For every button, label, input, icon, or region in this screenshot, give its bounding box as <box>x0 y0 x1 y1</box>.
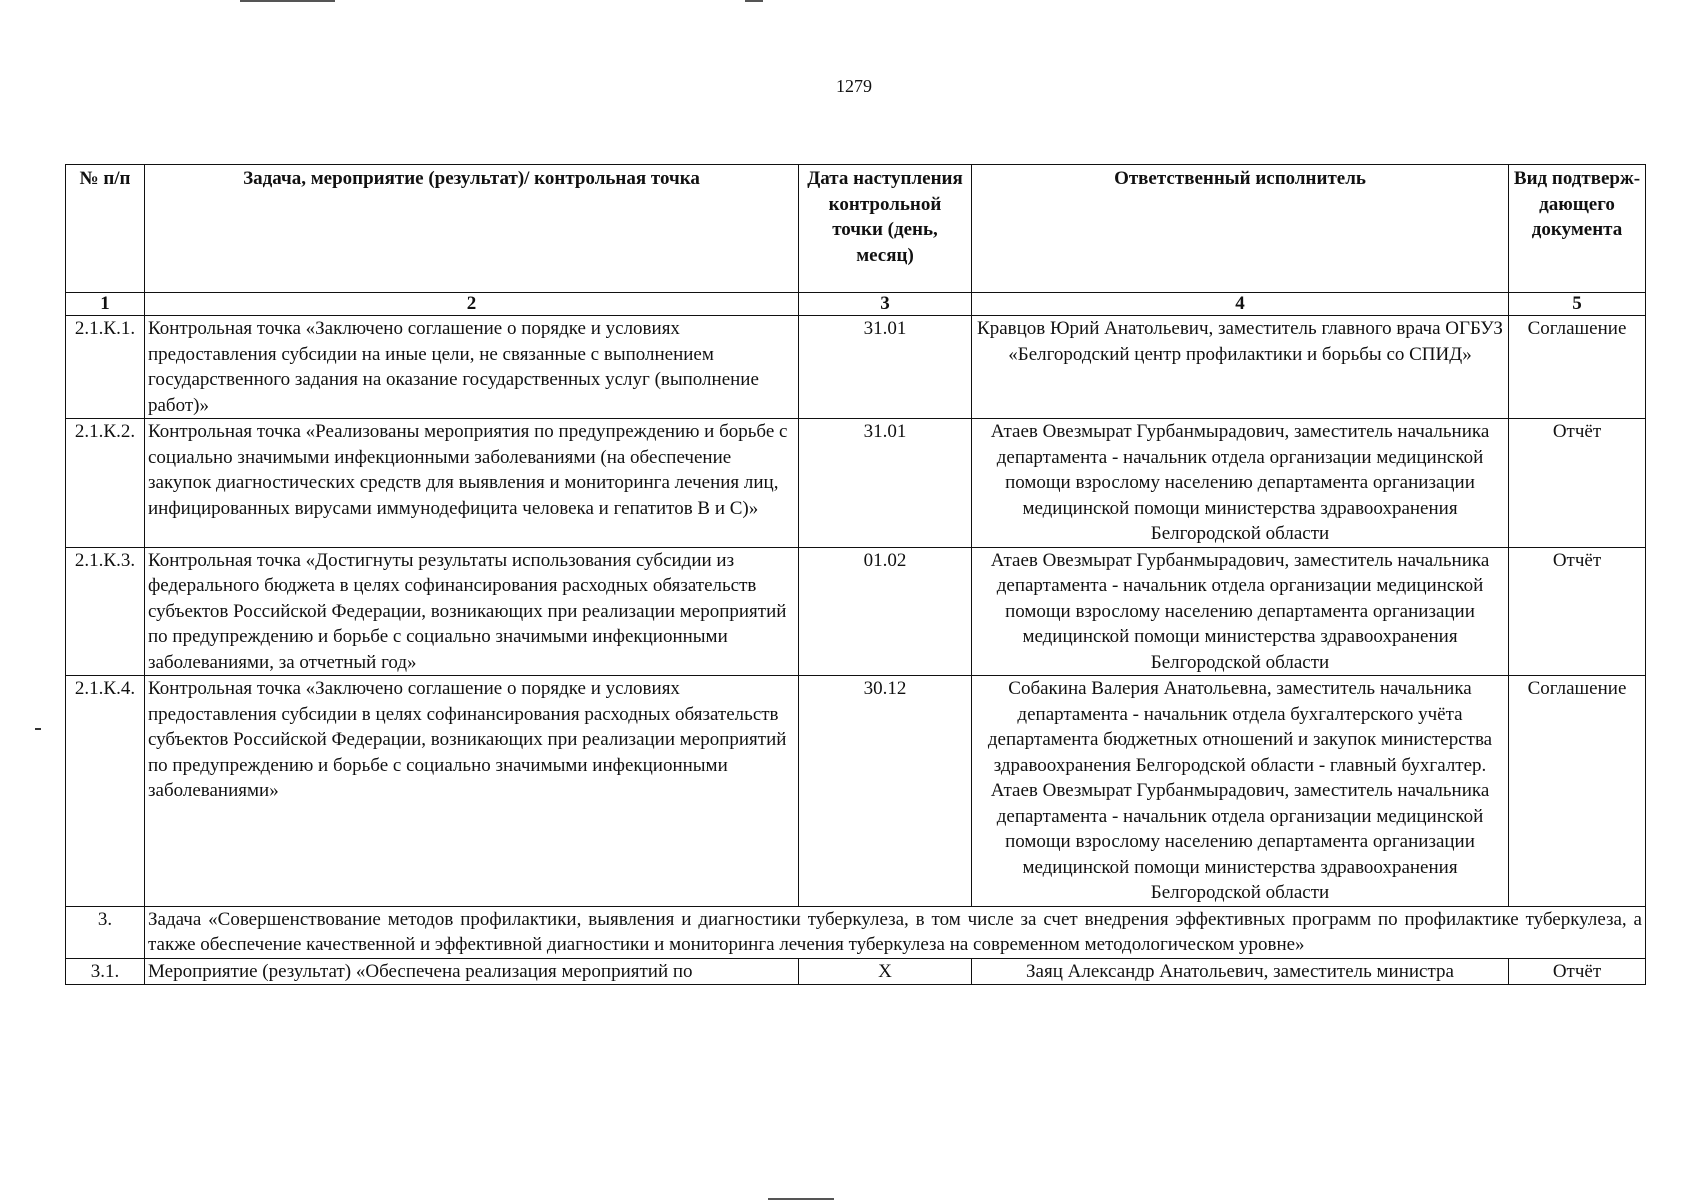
row-number: 2.1.К.1. <box>66 316 145 419</box>
row-date: 01.02 <box>799 547 972 676</box>
row-responsible: Кравцов Юрий Анатольевич, заместитель главного врача ОГБУЗ «Белгородский центр профилактики и борьбы со СПИД» <box>972 316 1509 419</box>
row-task: Контрольная точка «Реализованы мероприятия по предупреждению и борьбе с социально значимыми инфекционными заболеваниями (на обеспечение закупок диагностических средств для выявления и мониторинга лечения лиц, инфицированных вирусами иммунодефицита человека и гепатитов В и С)» <box>145 419 799 548</box>
column-index: 4 <box>972 293 1509 316</box>
row-responsible: Атаев Овезмырат Гурбанмырадович, заместитель начальника департамента - начальник отдела организации медицинской помощи взрослому населению департамента организации медицинской помощи министерства здравоохранения Белгородской области <box>972 419 1509 548</box>
responsible-secondary: Атаев Овезмырат Гурбанмырадович, заместитель начальника департамента - начальник отдела организации медицинской помощи взрослому населению департамента организации медицинской помощи министерства здравоохранения Белгородской области <box>990 780 1490 903</box>
row-responsible <box>972 676 1509 907</box>
row-date: Х <box>799 958 972 985</box>
row-document-type: Отчёт <box>1509 419 1646 548</box>
header-responsible: Ответственный исполнитель <box>972 165 1509 293</box>
scan-side-mark <box>35 728 41 730</box>
row-date: 30.12 <box>799 676 972 907</box>
header-num: № п/п <box>66 165 145 293</box>
scan-top-marks <box>0 0 1708 4</box>
row-responsible: Атаев Овезмырат Гурбанмырадович, заместитель начальника департамента - начальник отдела организации медицинской помощи взрослому населению департамента организации медицинской помощи министерства здравоохранения Белгородской области <box>972 547 1509 676</box>
row-task: Контрольная точка «Достигнуты результаты использования субсидии из федерального бюджета в целях софинансирования расходных обязательств субъектов Российской Федерации, возникающих при реализации мероприятий по предупреждению и борьбе с социально значимыми инфекционными заболеваниями, за отчетный год» <box>145 547 799 676</box>
header-task: Задача, мероприятие (результат)/ контрольная точка <box>145 165 799 293</box>
page-number: 1279 <box>836 76 872 96</box>
row-number: 2.1.К.4. <box>66 676 145 907</box>
row-number: 3.1. <box>66 958 145 985</box>
row-document-type: Отчёт <box>1509 547 1646 676</box>
column-index: 1 <box>66 293 145 316</box>
table-header-row <box>66 165 1646 293</box>
task-number: 3. <box>66 906 145 958</box>
header-date: Дата наступления контрольной точки (день, месяц) <box>799 165 972 293</box>
row-document-type: Соглашение <box>1509 676 1646 907</box>
row-responsible: Заяц Александр Анатольевич, заместитель министра <box>972 958 1509 985</box>
table-row <box>66 676 1646 907</box>
row-document-type: Соглашение <box>1509 316 1646 419</box>
column-index: 3 <box>799 293 972 316</box>
header-doc: Вид подтверж-дающего документа <box>1509 165 1646 293</box>
table-row <box>66 419 1646 548</box>
row-number: 2.1.К.3. <box>66 547 145 676</box>
column-index: 2 <box>145 293 799 316</box>
row-document-type: Отчёт <box>1509 958 1646 985</box>
column-index-row <box>66 293 1646 316</box>
table-row <box>66 547 1646 676</box>
row-date: 31.01 <box>799 316 972 419</box>
responsible-primary: Собакина Валерия Анатольевна, заместитель начальника департамента - начальник отдела бухгалтерского учёта департамента бюджетных отношений и закупок министерства здравоохранения Белгородской области - главный бухгалтер. <box>987 678 1493 776</box>
row-task: Мероприятие (результат) «Обеспечена реализация мероприятий по <box>145 958 799 985</box>
row-date: 31.01 <box>799 419 972 548</box>
plan-table <box>65 164 1646 985</box>
row-task: Контрольная точка «Заключено соглашение о порядке и условиях предоставления субсидии на иные цели, не связанные с выполнением государственного задания на оказание государственных услуг (выполнение работ)» <box>145 316 799 419</box>
column-index: 5 <box>1509 293 1646 316</box>
table-row <box>66 958 1646 985</box>
row-task: Контрольная точка «Заключено соглашение о порядке и условиях предоставления субсидии в целях софинансирования расходных обязательств субъектов Российской Федерации, возникающих при реализации мероприятий по предупреждению и борьбе с социально значимыми инфекционными заболеваниями» <box>145 676 799 907</box>
table-row <box>66 316 1646 419</box>
task-description: Задача «Совершенствование методов профилактики, выявления и диагностики туберкулеза, в том числе за счет внедрения эффективных программ по профилактике туберкулеза, а также обеспечение качественной и эффективной диагностики и мониторинга лечения туберкулеза на современном методологическом уровне» <box>145 906 1646 958</box>
task-row <box>66 906 1646 958</box>
row-number: 2.1.К.2. <box>66 419 145 548</box>
